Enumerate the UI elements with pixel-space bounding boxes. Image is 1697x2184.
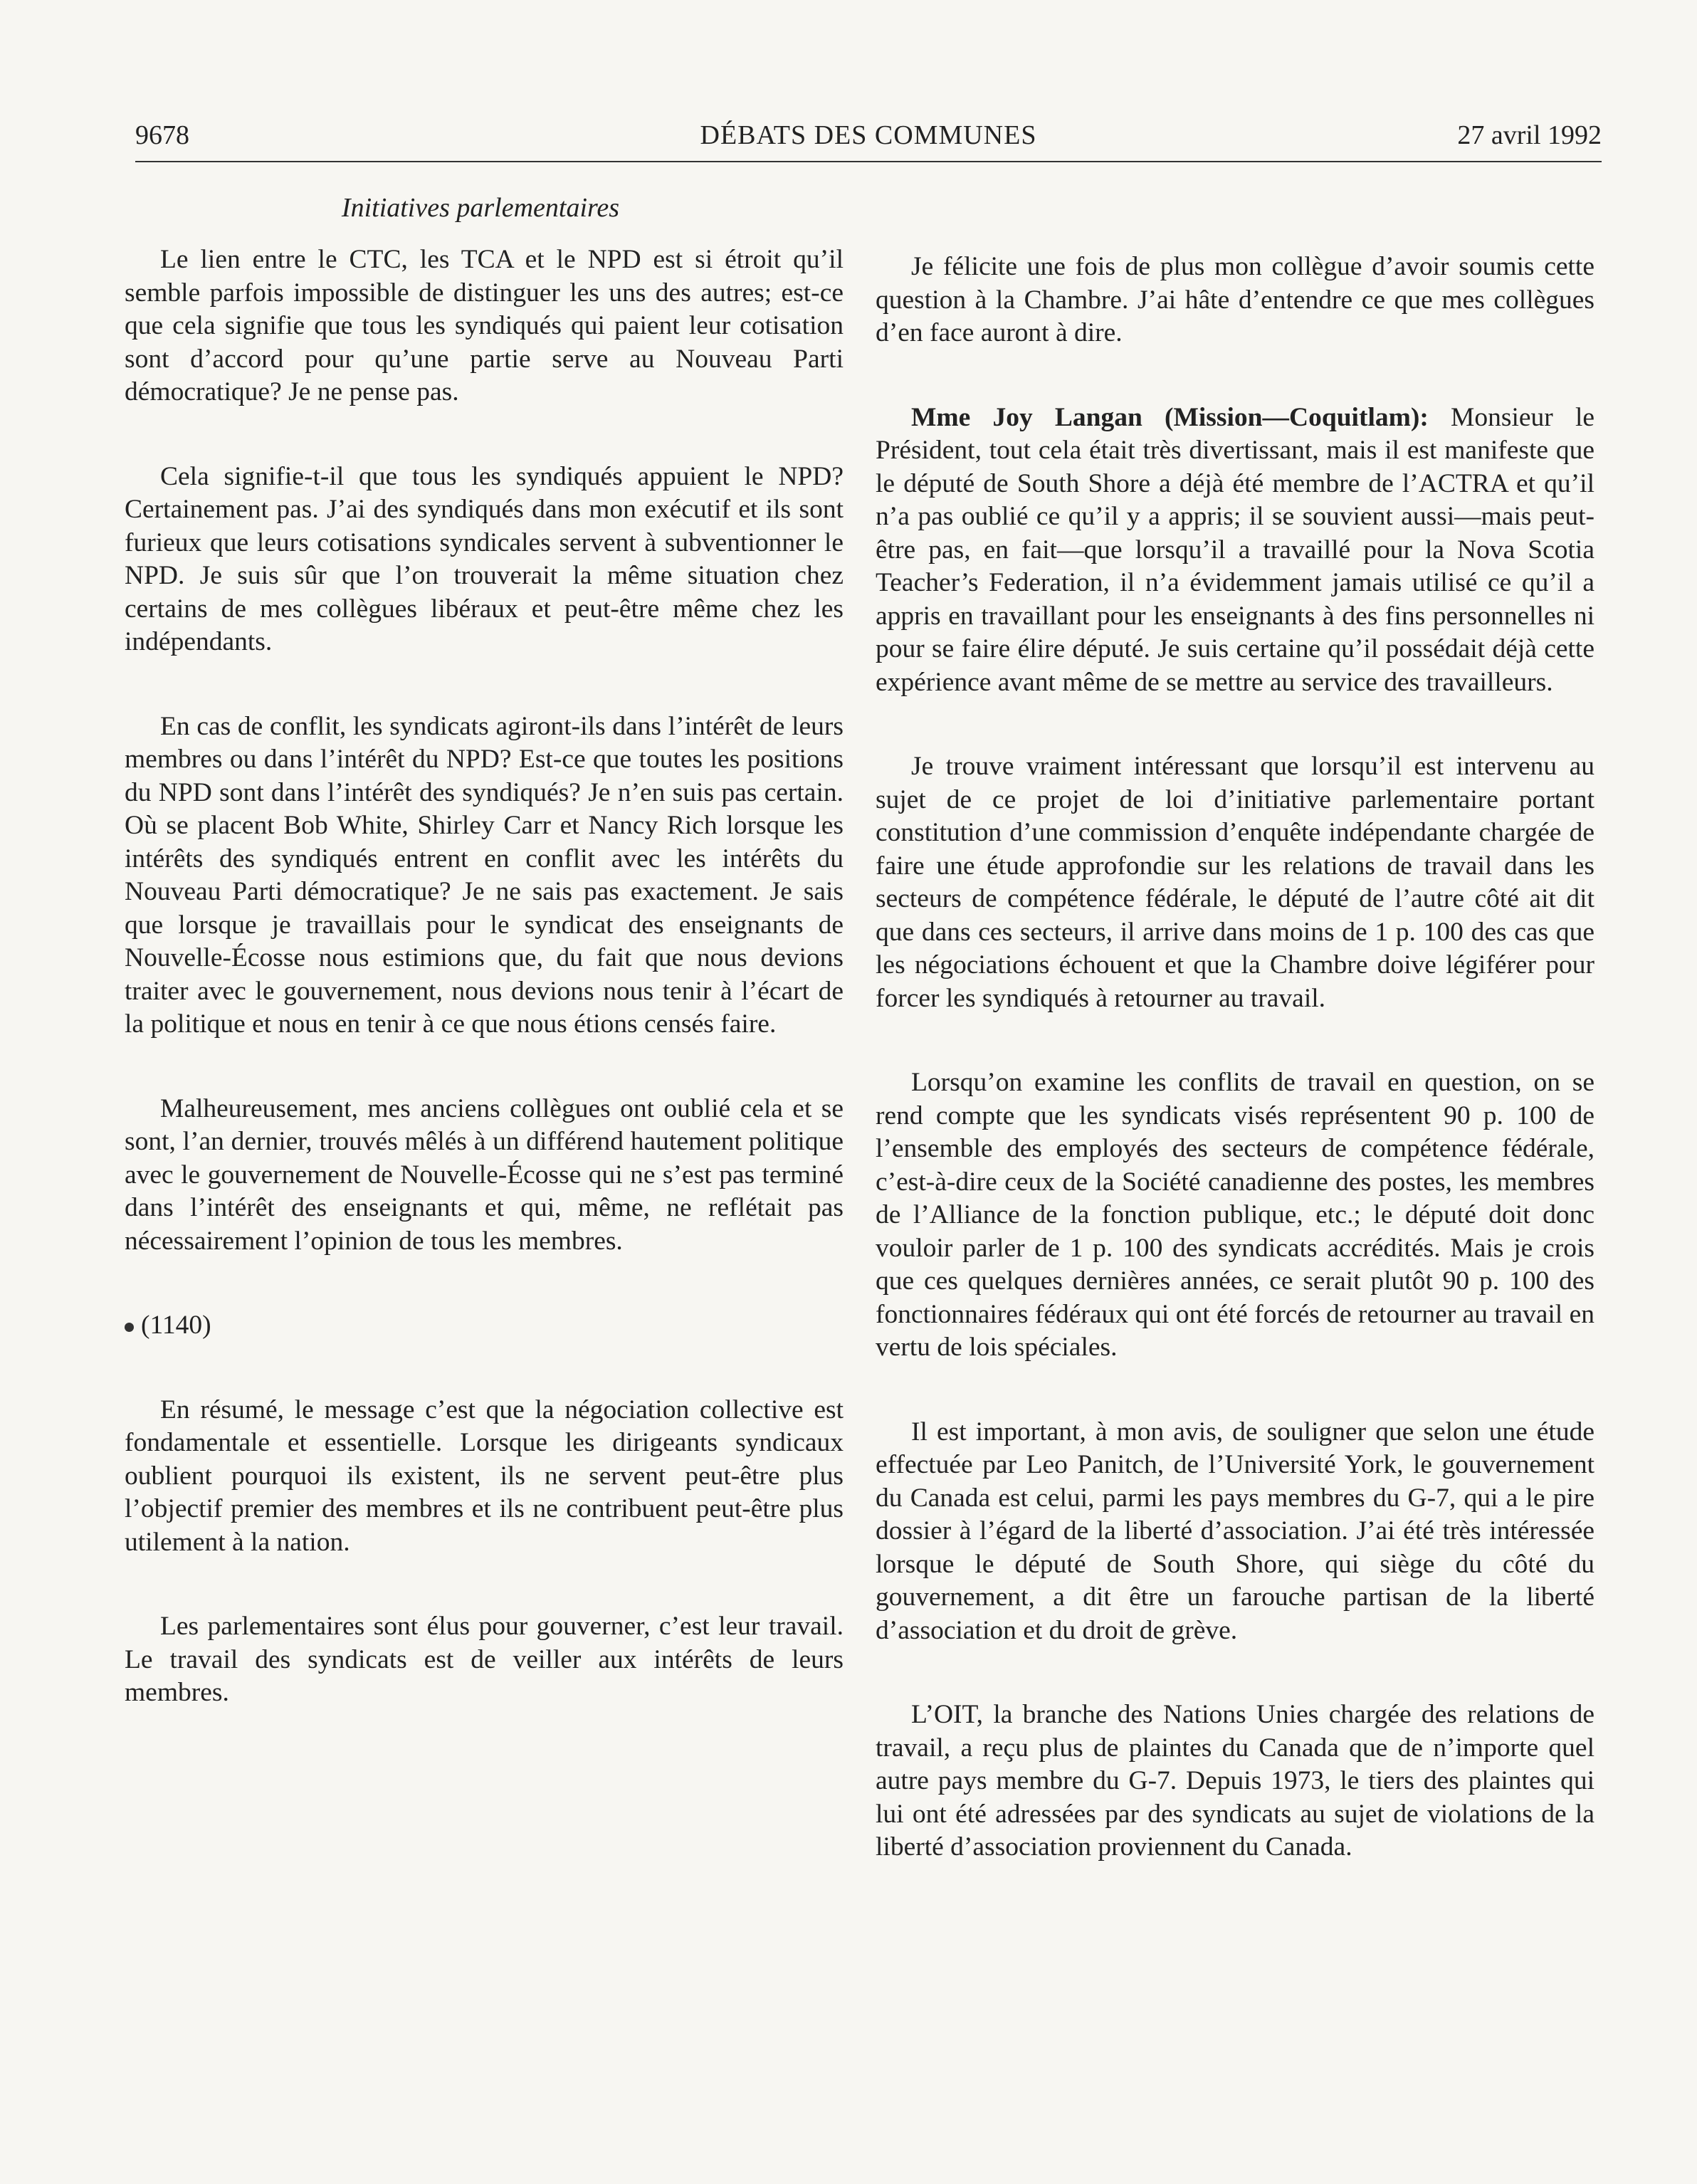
page-header	[135, 120, 1602, 164]
paragraph: Il est important, à mon avis, de souligner que selon une étude effectuée par Leo Panitch, de l’Université York, le gouvernement du Canada est celui, parmi les pays membres du G-7, qui a le pire dossier à l’égard de la liberté d’association. J’ai été très intéressée lorsque le député de South Shore, qui siège du côté du gouvernement, a dit être un farouche partisan de la liberté d’association et du droit de grève.	[876, 1417, 1594, 1645]
paragraph: En cas de conflit, les syndicats agiront-ils dans l’intérêt de leurs membres ou dans l’intérêt du NPD? Est-ce que toutes les positions du NPD sont dans l’intérêt des syndiqués? Je n’en suis pas certain. Où se placent Bob White, Shirley Carr et Nancy Rich lorsque les intérêts des syndiqués entrent en conflit avec les intérêts du Nouveau Parti démocratique? Je ne sais pas exactement. Je sais que lorsque je travaillais pour le syndicat des enseignants de Nouvelle-Écosse nous estimions que, du fait que nous devions traiter avec le gouvernement, nous devions nous tenir à l’écart de la politique et nous en tenir à ce que nous étions censés faire.	[125, 711, 844, 1039]
left-column	[125, 243, 844, 1710]
speaker-text: Monsieur le Président, tout cela était très divertissant, mais il est manifeste que le député de South Shore a déjà été membre de l’ACTRA et qu’il n’a pas oublié ce qu’il y a appris; il se souvient aussi—mais peut-être pas, en fait—que lorsqu’il a travaillé pour la Nova Scotia Teacher’s Federation, il n’a évidemment jamais utilisé ce qu’il a appris en travaillant pour les enseignants à des fins personnelles ni pour se faire élire député. Je suis certaine qu’il possédait déjà cette expérience avant même de se mettre au service des travailleurs.	[876, 402, 1595, 697]
paragraph: Cela signifie-t-il que tous les syndiqués appuient le NPD? Certainement pas. J’ai des syndiqués dans mon exécutif et ils sont furieux que leurs cotisations syndicales servent à subventionner le NPD. Je suis sûr que l’on trouverait la même situation chez certains de mes collègues libéraux et peut-être même chez les indépendants.	[125, 461, 844, 656]
header-rule	[135, 161, 1602, 162]
speaker-name: Mme Joy Langan (Mission—Coquitlam):	[911, 402, 1429, 432]
right-column	[876, 251, 1594, 1864]
paragraph: En résumé, le message c’est que la négociation collective est fondamentale et essentielle. Lorsque les dirigeants syndicaux oublient pourquoi ils existent, ils ne servent peut-être plus l’objectif premier des membres et ils ne contribuent peut-être plus utilement à la nation.	[125, 1395, 844, 1557]
paragraph: Malheureusement, mes anciens collègues ont oublié cela et se sont, l’an dernier, trouvés mêlés à un différend hautement politique avec le gouvernement de Nouvelle-Écosse qui ne s’est pas terminé dans l’intérêt des enseignants et qui, même, ne reflétait pas nécessairement l’opinion de tous les membres.	[125, 1093, 844, 1256]
paragraph: L’OIT, la branche des Nations Unies chargée des relations de travail, a reçu plus de plaintes du Canada que de n’importe quel autre pays membre du G-7. Depuis 1973, le tiers des plaintes qui lui ont été adressées par des syndicats au sujet de violations de la liberté d’association proviennent du Canada.	[876, 1700, 1594, 1862]
time-marker	[125, 1309, 844, 1343]
paragraph: Je trouve vraiment intéressant que lorsqu’il est intervenu au sujet de ce projet de loi d’initiative parlementaire portant constitution d’une commission d’enquête indépendante chargée de faire une étude approfondie sur les relations de travail dans les secteurs de compétence fédérale, le député de l’autre côté ait dit que dans ces secteurs, il arrive dans moins de 1 p. 100 des cas que les négociations échouent et que la Chambre doive légiférer pour forcer les syndiqués à retourner au travail.	[876, 752, 1594, 1013]
paragraph: Le lien entre le CTC, les TCA et le NPD est si étroit qu’il semble parfois impossible de distinguer les uns des autres; est-ce que cela signifie que tous les syndiqués qui paient leur cotisation sont d’accord pour qu’une partie serve au Nouveau Parti démocratique? Je ne pense pas.	[125, 245, 844, 406]
paragraph: Les parlementaires sont élus pour gouverner, c’est leur travail. Le travail des syndicats est de veiller aux intérêts de leurs membres.	[125, 1612, 844, 1707]
section-title: Initiatives parlementaires	[341, 193, 620, 223]
publication-title: DÉBATS DES COMMUNES	[700, 120, 1037, 150]
bullet-icon	[125, 1323, 134, 1332]
paragraph: Lorsqu’on examine les conflits de travail en question, on se rend compte que les syndicats visés représentent 90 p. 100 de l’ensemble des employés des secteurs de compétence fédérale, c’est-à-dire ceux de la Société canadienne des postes, les membres de l’Alliance de la fonction publique, etc.; le député doit donc vouloir parler de 1 p. 100 des syndicats accrédités. Mais je crois que ces quelques dernières années, ce serait plutôt 90 p. 100 des fonctionnaires fédéraux qui ont été forcés de retourner au travail en vertu de lois spéciales.	[876, 1068, 1594, 1362]
publication-date: 27 avril 1992	[1457, 120, 1602, 150]
page-number: 9678	[135, 120, 189, 150]
time-marker-text: (1140)	[141, 1311, 211, 1340]
paragraph: Je félicite une fois de plus mon collègue d’avoir soumis cette question à la Chambre. J’ai hâte d’entendre ce que mes collègues d’en face auront à dire.	[876, 252, 1594, 347]
speaker-paragraph	[876, 401, 1594, 700]
